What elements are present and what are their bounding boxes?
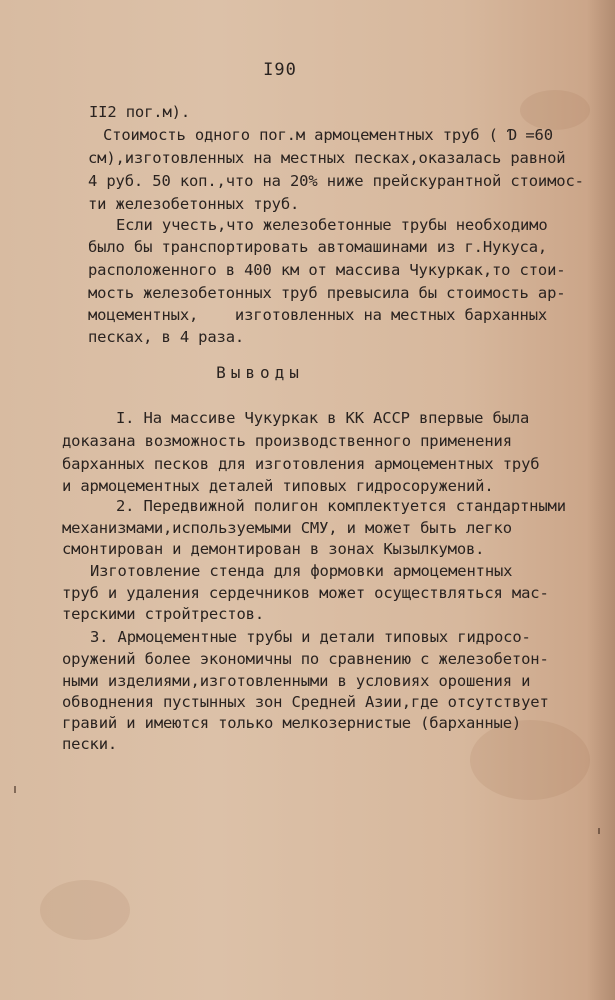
section-heading: Выводы xyxy=(216,363,304,382)
text-line: I. На массиве Чукуркак в КК АССР впервые была xyxy=(116,409,530,427)
text-line: труб и удаления сердечников может осуществляться мас- xyxy=(62,584,549,602)
page-edge-shadow xyxy=(587,0,615,1000)
text-line: было бы транспортировать автомашинами из г.Нукуса, xyxy=(88,238,548,256)
text-line: обводнения пустынных зон Средней Азии,где отсутствует xyxy=(62,693,549,711)
text-line: 4 руб. 50 коп.,что на 20% ниже прейскурантной стоимос- xyxy=(88,172,584,190)
text-line: оружений более экономичны по сравнению с железобетон- xyxy=(62,650,549,668)
text-line: смонтирован и демонтирован в зонах Кызылкумов. xyxy=(62,540,485,558)
text-line: пески. xyxy=(62,735,118,753)
text-line: расположенного в 400 км от массива Чукуркак,то стои- xyxy=(88,261,566,279)
text-line: гравий и имеются только мелкозернистые (барханные) xyxy=(62,714,522,732)
text-line: механизмами,используемыми СМУ, и может быть легко xyxy=(62,519,512,537)
text-line: и армоцементных деталей типовых гидросоружений. xyxy=(62,477,494,495)
text-line: терскими стройтрестов. xyxy=(62,605,264,623)
text-line: ными изделиями,изготовленными в условиях орошения и xyxy=(62,672,531,690)
page-number: I90 xyxy=(263,60,297,80)
text-line: Если учесть,что железобетонные трубы необходимо xyxy=(116,216,548,234)
text-line: 2. Передвижной полигон комплектуется стандартными xyxy=(116,497,566,515)
text-line: Стоимость одного пог.м армоцементных труб ( Ɗ =60 xyxy=(103,126,553,144)
text-line: II2 пог.м). xyxy=(89,103,190,121)
text-line: мость железобетонных труб превысила бы стоимость ар- xyxy=(88,284,566,302)
paper-stain xyxy=(520,90,590,130)
text-line: см),изготовленных на местных песках,оказалась равной xyxy=(88,149,566,167)
paper-mark xyxy=(14,786,16,793)
text-line: песках, в 4 раза. xyxy=(88,328,245,346)
text-line: Изготовление стенда для формовки армоцементных xyxy=(90,562,513,580)
text-line: моцементных, изготовленных на местных барханных xyxy=(88,306,548,324)
text-line: доказана возможность производственного применения xyxy=(62,432,512,450)
paper-stain xyxy=(40,880,130,940)
text-line: ти железобетонных труб. xyxy=(88,195,300,213)
text-line: 3. Армоцементные трубы и детали типовых гидросо- xyxy=(90,628,531,646)
text-line: барханных песков для изготовления армоцементных труб xyxy=(62,455,540,473)
